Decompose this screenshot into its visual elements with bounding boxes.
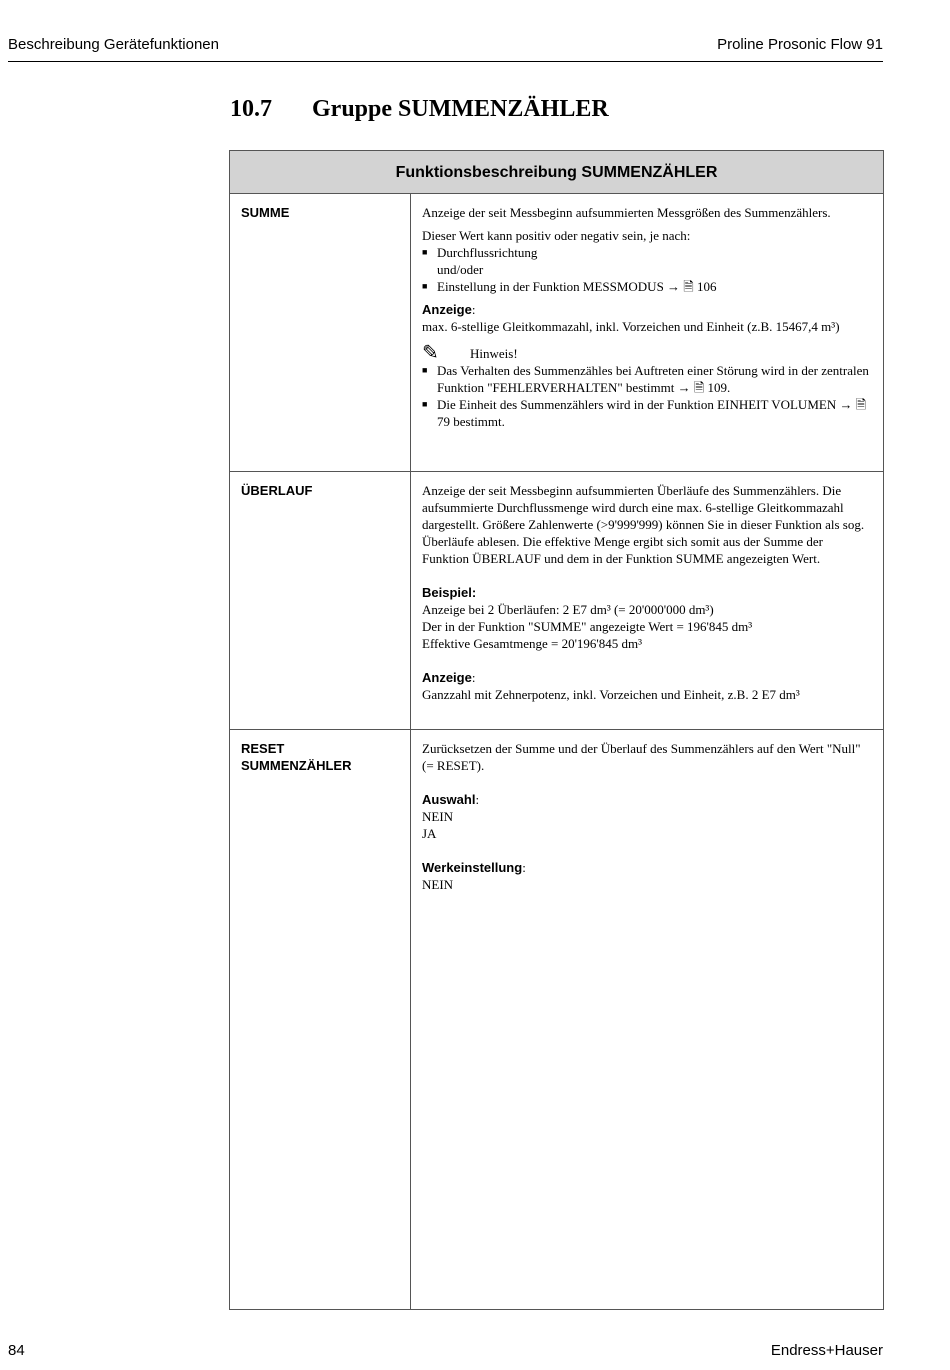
table-row (230, 730, 884, 1310)
ueberlauf-anzeige-text: Ganzzahl mit Zehnerpotenz, inkl. Vorzeichen und Einheit, z.B. 2 E7 dm³ (422, 687, 800, 702)
auswahl-option: JA (422, 826, 437, 841)
pencil-note-icon: ✎ (422, 342, 439, 364)
function-name-reset: RESET SUMMENZÄHLER (230, 730, 411, 1310)
list-item: ■ Durchflussrichtung und/oder (422, 244, 872, 278)
section-number: 10.7 (230, 96, 272, 122)
list-item: ■ Die Einheit des Summenzählers wird in der Funktion EINHEIT VOLUMEN → 🗎 79 bestimmt. (422, 396, 872, 430)
function-desc-reset (411, 730, 884, 1310)
section-title-text: Gruppe SUMMENZÄHLER (312, 96, 609, 122)
beispiel-line: Der in der Funktion "SUMME" angezeigte Wert = 196'845 dm³ (422, 619, 753, 634)
ueberlauf-anzeige: Anzeige: (422, 670, 476, 685)
note-header (422, 342, 872, 364)
reset-text: Zurücksetzen der Summe und der Überlauf des Summenzählers auf den Wert "Null" (= RESET). (422, 741, 861, 773)
werkeinstellung-value: NEIN (422, 877, 454, 892)
note-bullets (422, 362, 872, 430)
auswahl-option: NEIN (422, 809, 454, 824)
summe-anzeige-text: max. 6-stellige Gleitkommazahl, inkl. Vorzeichen und Einheit (z.B. 15467,4 m³) (422, 319, 840, 334)
function-name-summe: SUMME (230, 194, 411, 472)
header-right: Proline Prosonic Flow 91 (717, 36, 883, 53)
function-desc-summe (411, 194, 884, 472)
ueberlauf-text: Anzeige der seit Messbeginn aufsummierten Überläufe des Summenzählers. Die aufsummierte Durchflussmenge wird durch eine max. 6-stellige Gleitkommazahl dargestellt. Größere Zahlenwerte (>9'999'999) können Sie in dieser Funktion als sog. Überläufe ablesen. Die effektive Menge ergibt sich somit aus der Summe der Funktion ÜBERLAUF und dem in der Funktion SUMME angezeigten Wert. (422, 483, 865, 566)
beispiel-line: Effektive Gesamtmenge = 20'196'845 dm³ (422, 636, 643, 651)
table-row (230, 194, 884, 472)
page-number: 84 (8, 1342, 25, 1359)
function-name-ueberlauf: ÜBERLAUF (230, 472, 411, 730)
auswahl-label: Auswahl: (422, 792, 480, 807)
list-item: ■ Das Verhalten des Summenzähles bei Auftreten einer Störung wird in der zentralen Funktion "FEHLERVERHALTEN" bestimmt → 🗎 109. (422, 362, 872, 396)
section-title (230, 96, 609, 123)
note-title: Hinweis! (470, 346, 518, 361)
header-rule (8, 61, 883, 62)
brand-name: Endress+Hauser (770, 1342, 883, 1359)
summe-intro: Anzeige der seit Messbeginn aufsummierten Messgrößen des Summenzählers. (422, 205, 831, 220)
beispiel-label: Beispiel: (422, 585, 477, 600)
function-desc-ueberlauf (411, 472, 884, 730)
summe-sign-text: Dieser Wert kann positiv oder negativ sein, je nach: (422, 228, 691, 243)
table-heading: Funktionsbeschreibung SUMMENZÄHLER (230, 151, 884, 194)
list-item: ■ Einstellung in der Funktion MESSMODUS → 🗎 106 (422, 278, 872, 295)
function-table (229, 150, 884, 1310)
header-left: Beschreibung Gerätefunktionen (8, 36, 219, 53)
werkeinstellung-label: Werkeinstellung: (422, 860, 526, 875)
table-row (230, 472, 884, 730)
beispiel-line: Anzeige bei 2 Überläufen: 2 E7 dm³ (= 20'000'000 dm³) (422, 602, 714, 617)
summe-anzeige: Anzeige: (422, 302, 476, 317)
summe-bullets (422, 244, 872, 295)
